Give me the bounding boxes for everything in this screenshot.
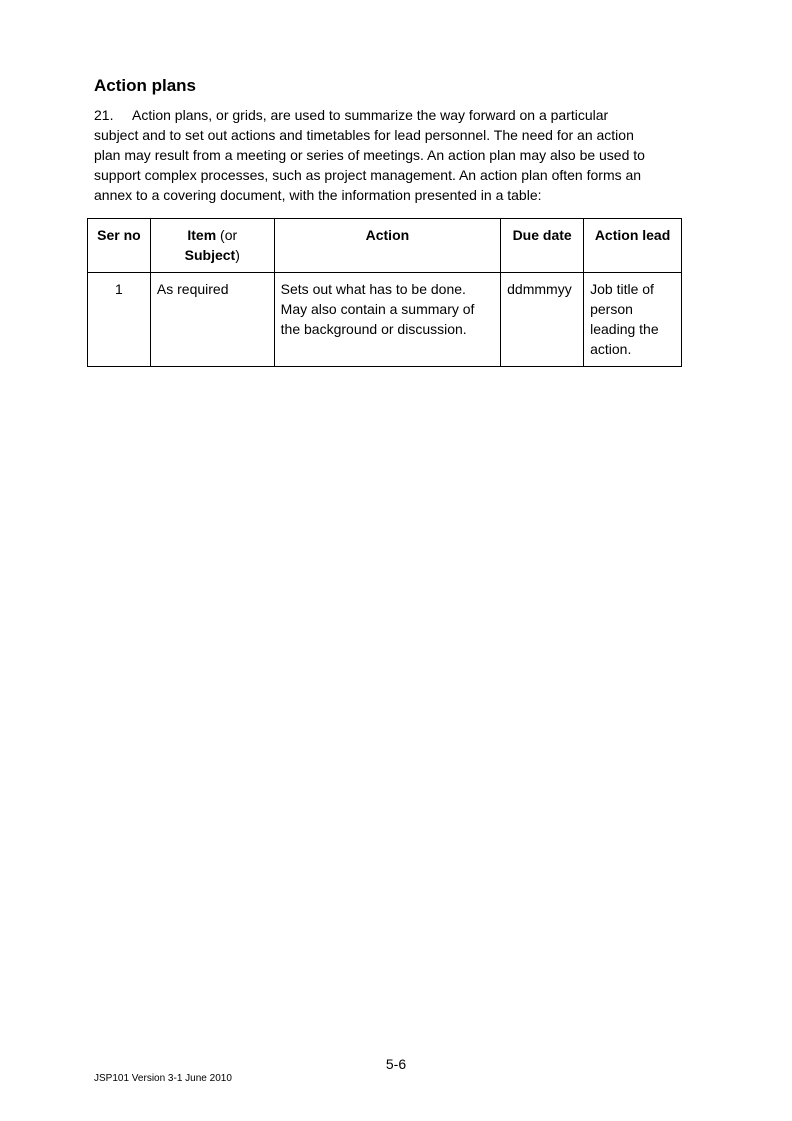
header-item-bold: Item [187,227,217,243]
header-due-date: Due date [501,219,584,273]
header-item [150,219,274,273]
cell-action [274,273,500,367]
cell-action-line: the background or discussion. [280,321,467,337]
cell-due-date: ddmmmyy [501,273,584,367]
header-item-close: ) [235,247,240,263]
document-reference: JSP101 Version 3-1 June 2010 [94,1073,232,1084]
header-action: Action [274,219,500,273]
paragraph-line: plan may result from a meeting or series of meetings. An action plan may also be used to [94,147,645,163]
paragraph-line [94,105,694,125]
action-plan-table [87,218,682,367]
cell-action-lead-line: leading the [590,321,659,337]
table-row [88,273,682,367]
section-heading: Action plans [94,76,197,95]
table-header-row [88,219,682,273]
header-item-subject: Subject [184,247,236,263]
header-item-or: (or [216,227,238,243]
header-action-lead: Action lead [584,219,682,273]
cell-action-lead-line: Job title of [590,281,654,297]
paragraph-line: annex to a covering document, with the information presented in a table: [94,187,542,203]
cell-ser-no: 1 [88,273,151,367]
paragraph-line-text: Action plans, or grids, are used to summarize the way forward on a particular [132,107,609,123]
header-ser-no: Ser no [88,219,151,273]
cell-action-lead-line: action. [590,341,632,357]
paragraph-21 [94,105,694,205]
cell-action-line: Sets out what has to be done. [280,281,466,297]
paragraph-number: 21. [94,107,114,123]
cell-action-line: May also contain a summary of [280,301,475,317]
page-number: 5-6 [385,1056,407,1072]
paragraph-line: support complex processes, such as project management. An action plan often forms an [94,167,642,183]
cell-action-lead [584,273,682,367]
cell-action-lead-line: person [590,301,633,317]
cell-item: As required [150,273,274,367]
paragraph-line: subject and to set out actions and timetables for lead personnel. The need for an action [94,127,634,143]
